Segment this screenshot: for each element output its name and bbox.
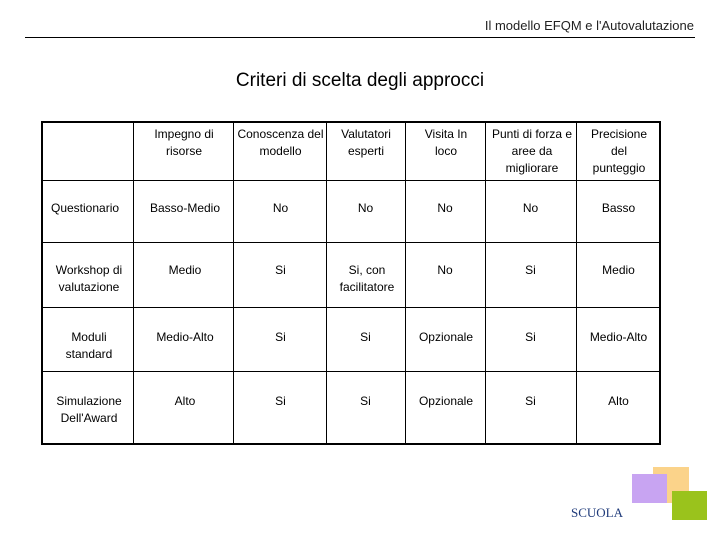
table-cell: No [357,201,374,215]
footer-label: SCUOLA [571,505,624,520]
table-cell: No [272,201,289,215]
table-cell: Si [525,330,536,344]
table-cell: Opzionale [418,394,474,408]
row-label: Workshop di valutazione [55,263,123,294]
row-divider [43,242,659,243]
column-header: Visita In loco [424,127,468,158]
table-cell: Basso [601,201,636,215]
table-cell: No [437,263,453,277]
header-title: Il modello EFQM e l'Autovalutazione [484,18,694,33]
table-cell: Medio-Alto [589,330,648,344]
row-divider [43,371,659,372]
column-header: Valutatori esperti [341,127,391,158]
column-header: Punti di forza e aree da migliorare [491,127,573,175]
table-cell: Alto [174,394,196,408]
table-cell: No [437,201,453,215]
row-divider [43,180,659,181]
column-header: Conoscenza del modello [237,127,324,158]
header-divider [25,37,695,38]
column-header: Precisione del punteggio [590,127,648,175]
table-cell: Medio [168,263,202,277]
table-cell: No [522,201,539,215]
column-divider [133,123,134,443]
column-header: Impegno di risorse [154,127,214,158]
table-cell: Si [275,263,286,277]
green-square [672,491,707,520]
table-cell: Opzionale [418,330,474,344]
table-cell: Si [525,263,536,277]
table-cell: Alto [608,394,629,408]
table-cell: Si [360,330,371,344]
table-cell: Basso-Medio [149,201,221,215]
table-cell: Si [275,394,286,408]
criteria-table [41,121,661,445]
page-title: Criteri di scelta degli approcci [235,70,485,91]
row-divider [43,307,659,308]
row-label: Questionario [51,201,120,215]
table-cell: Medio-Alto [156,330,214,344]
row-label: Moduli standard [65,330,113,361]
row-label: Simulazione Dell'Award [56,394,122,425]
purple-square [632,474,667,503]
table-cell: Si, con facilitatore [339,263,395,294]
table-cell: Si [360,394,371,408]
table-cell: Si [275,330,286,344]
table-cell: Medio [602,263,635,277]
table-cell: Si [525,394,536,408]
